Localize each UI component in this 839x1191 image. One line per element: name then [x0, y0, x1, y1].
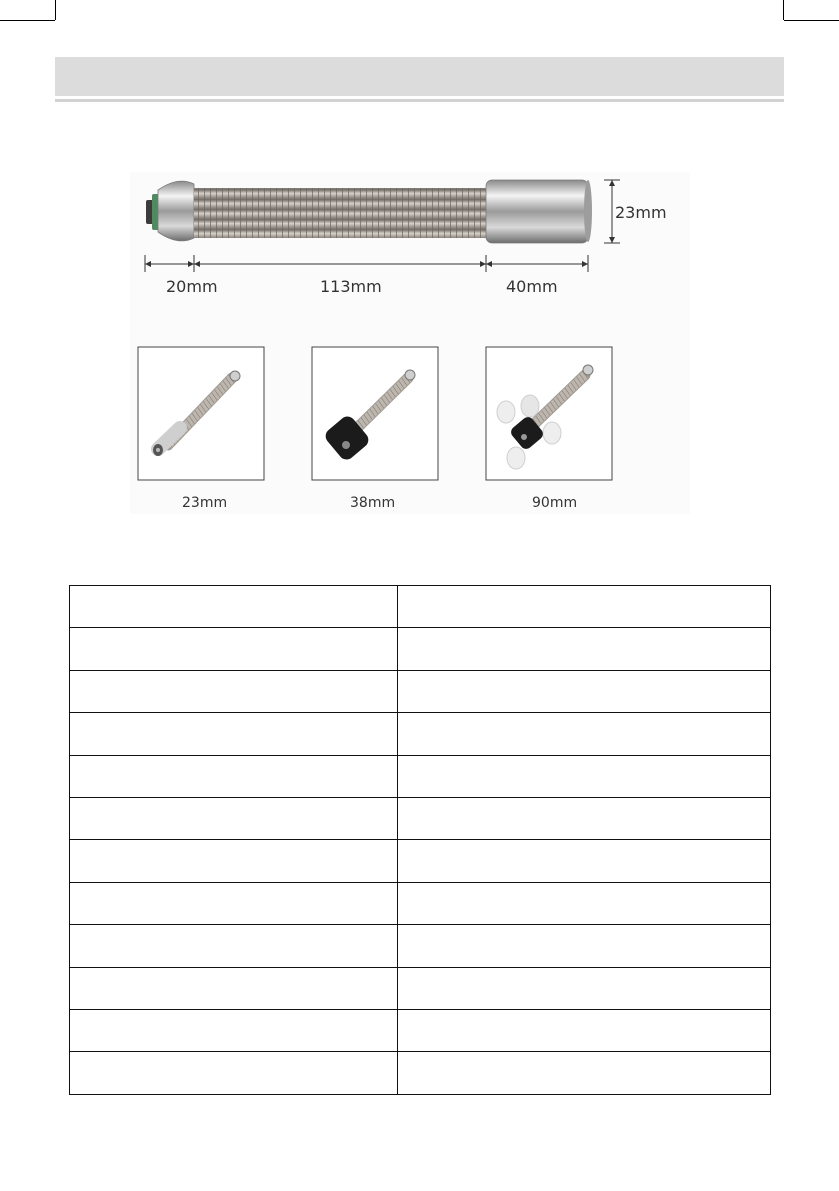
table-cell-label [70, 1009, 398, 1051]
table-cell-value [398, 755, 771, 797]
spec-table [69, 585, 771, 1095]
table-cell-label [70, 1052, 398, 1094]
table-row [70, 586, 771, 628]
table-cell-value [398, 797, 771, 839]
table-cell-value [398, 586, 771, 628]
table-cell-value [398, 628, 771, 670]
variant-photo-23mm [138, 347, 264, 480]
dim-label-spring: 113mm [320, 277, 382, 296]
sleeve-end [584, 180, 592, 242]
table-row [70, 628, 771, 670]
table-row [70, 967, 771, 1009]
product-figure [0, 0, 839, 560]
table-row [70, 755, 771, 797]
table-cell-value [398, 967, 771, 1009]
table-row [70, 670, 771, 712]
camera-sleeve [486, 180, 588, 243]
variant-caption-38mm: 38mm [350, 495, 396, 511]
variant-caption-90mm: 90mm [532, 495, 578, 511]
table-cell-label [70, 670, 398, 712]
table-cell-label [70, 628, 398, 670]
dim-label-diameter: 23mm [615, 203, 667, 222]
table-cell-label [70, 967, 398, 1009]
dim-label-sleeve: 40mm [506, 277, 558, 296]
variant-photo-38mm [312, 347, 438, 480]
table-row [70, 840, 771, 882]
dim-label-head: 20mm [166, 277, 218, 296]
table-cell-value [398, 840, 771, 882]
table-cell-value [398, 882, 771, 924]
spring-coil [194, 188, 486, 238]
table-cell-value [398, 1052, 771, 1094]
table-cell-value [398, 670, 771, 712]
table-row [70, 797, 771, 839]
table-cell-label [70, 755, 398, 797]
table-cell-label [70, 797, 398, 839]
variant-caption-23mm: 23mm [182, 495, 228, 511]
table-cell-value [398, 925, 771, 967]
table-row [70, 925, 771, 967]
table-row [70, 1052, 771, 1094]
table-cell-label [70, 713, 398, 755]
table-cell-label [70, 840, 398, 882]
table-row [70, 882, 771, 924]
table-cell-label [70, 882, 398, 924]
table-cell-label [70, 586, 398, 628]
head-dome [158, 181, 194, 241]
table-cell-label [70, 925, 398, 967]
table-row [70, 713, 771, 755]
table-cell-value [398, 713, 771, 755]
variant-photo-90mm [486, 347, 612, 480]
table-cell-value [398, 1009, 771, 1051]
camera-head-main-photo [146, 180, 592, 243]
table-row [70, 1009, 771, 1051]
